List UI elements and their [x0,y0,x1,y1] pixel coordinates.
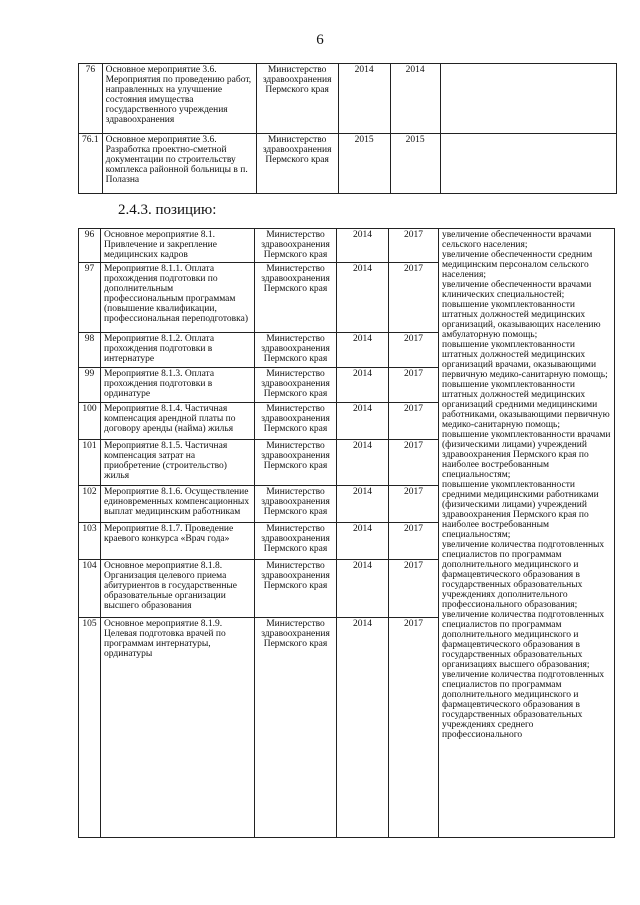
start-year: 2014 [337,333,389,368]
responsible-executor: Министерство здравоохранения Пермского края [256,134,338,194]
start-year: 2014 [337,403,389,440]
table-row [79,229,615,263]
page-number: 6 [316,32,324,48]
responsible-executor: Министерство здравоохранения Пермского края [255,368,337,403]
end-year: 2017 [389,560,439,618]
responsible-executor: Министерство здравоохранения Пермского края [255,229,337,263]
responsible-executor: Министерство здравоохранения Пермского края [256,64,338,134]
row-number: 102 [79,486,101,523]
responsible-executor: Министерство здравоохранения Пермского края [255,618,337,838]
result-item: увеличение количества подготовленных специалистов по программам дополнительного медицинского и фармацевтического образования в государственных образовательных учреждениях дополнительного профессионального образования; [442,540,605,610]
row-number: 98 [79,333,101,368]
responsible-executor: Министерство здравоохранения Пермского края [255,333,337,368]
end-year: 2014 [390,64,440,134]
responsible-executor: Министерство здравоохранения Пермского края [255,263,337,333]
end-year: 2017 [389,333,439,368]
responsible-executor: Министерство здравоохранения Пермского края [255,403,337,440]
result-item: повышение укомплектованности штатных должностей медицинских организаций, оказывающих населению амбулаторную помощь; [442,300,601,340]
responsible-executor: Министерство здравоохранения Пермского края [255,560,337,618]
table-row [79,134,617,194]
activity-name: Мероприятие 8.1.1. Оплата прохождения подготовки по дополнительным профессиональным программам (повышение квалификации, профессиональная переподготовка) [101,263,255,333]
result-cell-empty [440,134,616,194]
end-year: 2017 [389,263,439,333]
row-number: 105 [79,618,101,838]
table-row [79,64,617,134]
end-year: 2015 [390,134,440,194]
expected-results [439,229,615,838]
row-number: 96 [79,229,101,263]
activity-name: Основное мероприятие 8.1.9. Целевая подготовка врачей по программам интернатуры, ординатуры [101,618,255,838]
result-item: повышение укомплектованности врачами (физическими лицами) учреждений здравоохранения Пермского края по наиболее востребованным специальностям; [442,430,611,480]
result-item: повышение укомплектованности штатных должностей медицинских организаций врачами, оказывающими первичную медико-санитарную помощь; [442,340,608,380]
responsible-executor: Министерство здравоохранения Пермского края [255,486,337,523]
end-year: 2017 [389,403,439,440]
row-number: 101 [79,440,101,486]
end-year: 2017 [389,368,439,403]
row-number: 100 [79,403,101,440]
row-number: 103 [79,523,101,560]
result-item: увеличение количества подготовленных специалистов по программам дополнительного медицинского и фармацевтического образования в государственных образовательных учреждениях среднего профессионального [442,670,605,740]
activity-name: Мероприятие 8.1.2. Оплата прохождения подготовки в интернатуре [101,333,255,368]
activity-name: Мероприятие 8.1.5. Частичная компенсация затрат на приобретение (строительство) жилья [101,440,255,486]
activity-name: Основное мероприятие 3.6. Мероприятия по проведению работ, направленных на улучшение состояния имущества государственного учреждения здравоохранения [102,64,256,134]
section-heading: 2.4.3. позицию: [118,202,217,218]
start-year: 2014 [337,560,389,618]
start-year: 2014 [337,440,389,486]
result-cell-empty [440,64,616,134]
start-year: 2014 [337,486,389,523]
start-year: 2014 [337,229,389,263]
result-item: увеличение обеспеченности средним медицинским персоналом сельского населения; [442,250,593,280]
end-year: 2017 [389,523,439,560]
table-positions [78,228,615,838]
result-item: увеличение обеспеченности врачами клинических специальностей; [442,280,592,300]
start-year: 2014 [337,618,389,838]
activity-name: Мероприятие 8.1.4. Частичная компенсация арендной платы по договору аренды (найма) жилья [101,403,255,440]
table-previous-positions [78,63,617,194]
start-year: 2014 [337,523,389,560]
start-year: 2014 [338,64,390,134]
row-number: 97 [79,263,101,333]
result-item: увеличение обеспеченности врачами сельского населения; [442,230,592,250]
activity-name: Основное мероприятие 3.6. Разработка проектно-сметной документации по строительству комплекса районной больницы в п. Полазна [102,134,256,194]
end-year: 2017 [389,486,439,523]
row-number: 76.1 [79,134,103,194]
activity-name: Основное мероприятие 8.1. Привлечение и закрепление медицинских кадров [101,229,255,263]
activity-name: Мероприятие 8.1.6. Осуществление единовременных компенсационных выплат медицинским работникам [101,486,255,523]
end-year: 2017 [389,440,439,486]
row-number: 104 [79,560,101,618]
start-year: 2014 [337,368,389,403]
result-item: повышение укомплектованности средними медицинскими работниками (физическими лицами) учреждений здравоохранения Пермского края по наиболее востребованным специальностям; [442,480,599,540]
activity-name: Основное мероприятие 8.1.8. Организация целевого приема абитуриентов в государственные образовательные организации высшего образования [101,560,255,618]
responsible-executor: Министерство здравоохранения Пермского края [255,523,337,560]
result-item: увеличение количества подготовленных специалистов по программам дополнительного медицинского и фармацевтического образования в государственных образовательных организациях высшего образования; [442,610,605,670]
activity-name: Мероприятие 8.1.3. Оплата прохождения подготовки в ординатуре [101,368,255,403]
start-year: 2015 [338,134,390,194]
row-number: 76 [79,64,103,134]
activity-name: Мероприятие 8.1.7. Проведение краевого конкурса «Врач года» [101,523,255,560]
end-year: 2017 [389,229,439,263]
row-number: 99 [79,368,101,403]
start-year: 2014 [337,263,389,333]
responsible-executor: Министерство здравоохранения Пермского края [255,440,337,486]
end-year: 2017 [389,618,439,838]
result-item: повышение укомплектованности штатных должностей медицинских организаций средними медицинскими работниками, оказывающими первичную медико-санитарную помощь; [442,380,610,430]
